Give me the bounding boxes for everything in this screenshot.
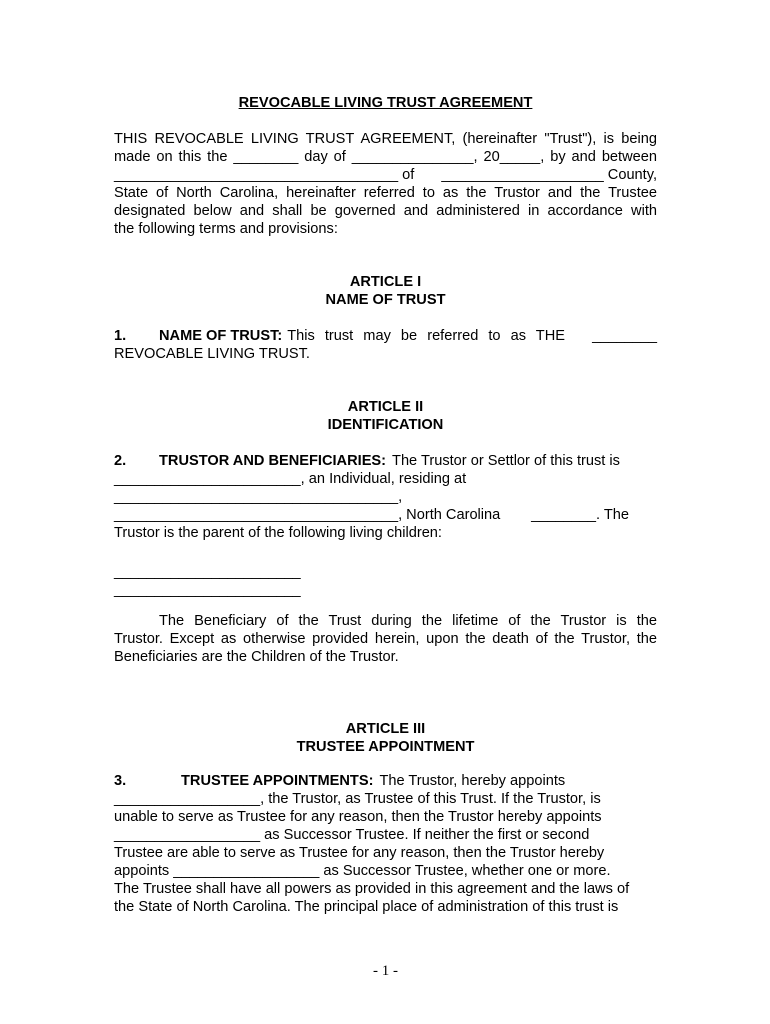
section-3-line-7: The Trustee shall have all powers as provided in this agreement and the laws of [114, 881, 630, 897]
section-2-line-5: Trustor is the parent of the following living children: [114, 525, 442, 541]
section-2-number: 2. [114, 453, 127, 469]
article-1-subheading: NAME OF TRUST [325, 292, 446, 308]
section-2 [114, 452, 657, 542]
section-3-number: 3. [114, 773, 127, 789]
intro-line-1: THIS REVOCABLE LIVING TRUST AGREEMENT, (hereinafter "Trust"), is being [114, 131, 657, 147]
beneficiary-line-2: Trustor. Except as otherwise provided herein, upon the death of the Trustor, the [114, 631, 657, 647]
section-3-line-6: appoints __________________ as Successor Trustee, whether one or more. [114, 863, 611, 879]
address-blank: ___________________________________, North Carolina [114, 507, 501, 523]
section-2-line-2: _______________________, an Individual, residing at [114, 471, 467, 487]
section-2-text: The Trustor or Settlor of this trust is [392, 453, 620, 469]
article-1-heading: ARTICLE I [349, 274, 422, 290]
article-3-heading: ARTICLE III [345, 721, 426, 737]
section-2-line-3: ___________________________________, [114, 489, 403, 505]
trust-name-blank: ________ [592, 328, 657, 344]
section-3-line-4: __________________ as Successor Trustee. If neither the first or second [114, 827, 590, 843]
trustor-name-blank: ___________________________________ of [114, 167, 415, 183]
intro-line-3 [114, 166, 657, 184]
section-1 [114, 327, 657, 363]
section-1-number: 1. [114, 328, 127, 344]
article-2-heading: ARTICLE II [347, 399, 424, 415]
section-3 [114, 772, 657, 916]
section-1-text-2: REVOCABLE LIVING TRUST. [114, 346, 310, 362]
section-3-line-2: __________________, the Trustor, as Trustee of this Trust. If the Trustor, is [114, 791, 601, 807]
section-2-label: TRUSTOR AND BENEFICIARIES: [159, 453, 387, 469]
zip-blank: ________. The [531, 507, 629, 523]
intro-paragraph [114, 130, 657, 238]
article-2-subheading: IDENTIFICATION [327, 417, 444, 433]
intro-line-6: the following terms and provisions: [114, 221, 338, 237]
beneficiary-line-1: The Beneficiary of the Trust during the lifetime of the Trustor is the [159, 613, 657, 629]
document-title: REVOCABLE LIVING TRUST AGREEMENT [238, 95, 533, 111]
intro-line-2: made on this the ________ day of _______________, 20_____, by and between [114, 149, 657, 165]
child-blank-2: _______________________ [114, 582, 301, 598]
children-list [114, 563, 657, 599]
section-3-line-3: unable to serve as Trustee for any reason, then the Trustor hereby appoints [114, 809, 602, 825]
section-3-line-8: the State of North Carolina. The principal place of administration of this trust is [114, 899, 619, 915]
intro-line-5: designated below and shall be governed and administered in accordance with [114, 203, 657, 219]
section-1-text: This trust may be referred to as THE [287, 328, 565, 344]
section-3-line-5: Trustee are able to serve as Trustee for any reason, then the Trustor hereby [114, 845, 605, 861]
section-3-label: TRUSTEE APPOINTMENTS: [181, 773, 374, 789]
child-blank-1: _______________________ [114, 564, 301, 580]
section-2-line-4 [114, 506, 629, 524]
page-number: - 1 - [373, 963, 398, 979]
article-3-subheading: TRUSTEE APPOINTMENT [296, 739, 475, 755]
section-3-text: The Trustor, hereby appoints [379, 773, 566, 789]
intro-line-4: State of North Carolina, hereinafter referred to as the Trustor and the Trustee [114, 185, 657, 201]
beneficiary-paragraph [114, 612, 657, 666]
document-page [114, 0, 657, 1024]
section-1-label: NAME OF TRUST: [159, 328, 283, 344]
beneficiary-line-3: Beneficiaries are the Children of the Trustor. [114, 649, 399, 665]
county-blank: ____________________ County, [441, 167, 657, 183]
